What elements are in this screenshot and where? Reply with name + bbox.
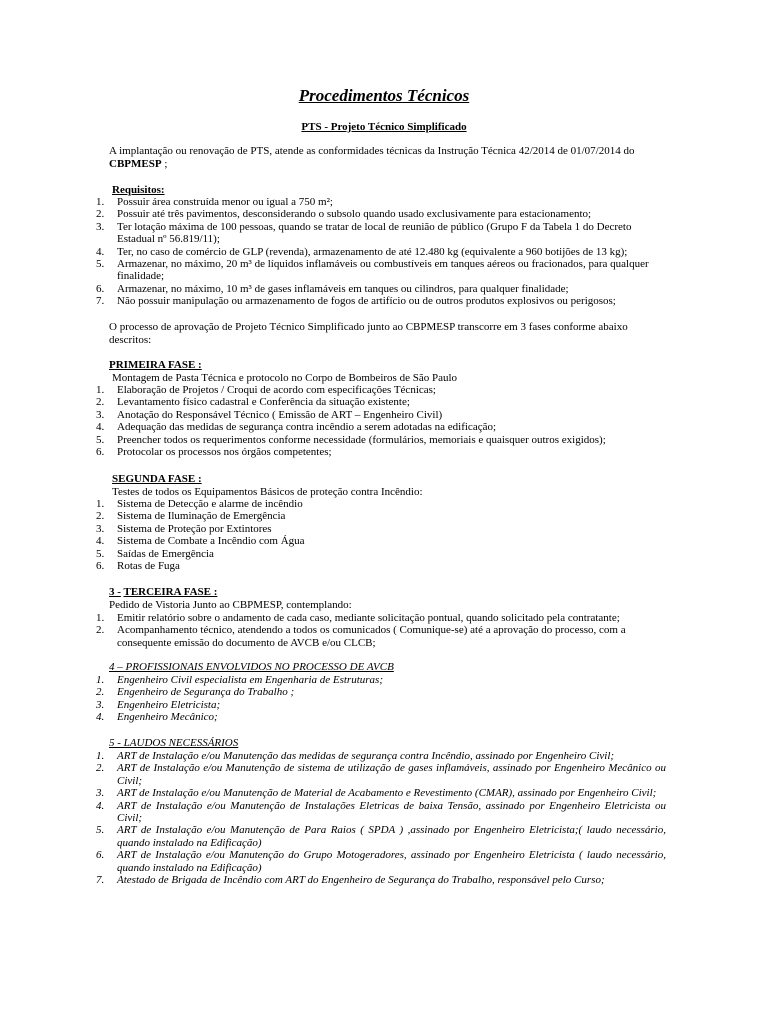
list-item — [96, 824, 666, 849]
list-item-text: Engenheiro Eletricista; — [117, 698, 221, 711]
fase3-section — [96, 612, 666, 649]
laudos-section — [96, 750, 666, 886]
list-item-text: Levantamento físico cadastral e Conferência da situação existente; — [117, 396, 410, 409]
list-item-number: 3. — [96, 522, 105, 535]
list-item — [96, 711, 666, 723]
list-item — [96, 699, 666, 711]
list-item-text: Preencher todos os requerimentos conforme necessidade (formulários, memoriais e quaisquer outros exigidos); — [117, 433, 606, 446]
fase3-intro: Pedido de Vistoria Junto ao CBPMESP, contemplando: — [109, 599, 352, 611]
list-item-text: Acompanhamento técnico, atendendo a todos os comunicados ( Comunique-se) até a aprovação do processo, com a consequente emissão do documento de AVCB e/ou CLCB; — [117, 624, 626, 649]
list-item-number: 4. — [96, 421, 105, 434]
list-item-number: 1. — [96, 196, 105, 208]
list-item-number: 2. — [96, 510, 105, 523]
list-item-text: Elaboração de Projetos / Croqui de acordo com especificações Técnicas; — [117, 384, 436, 396]
list-item-number: 6. — [96, 849, 105, 862]
list-item-text: ART de Instalação e/ou Manutenção do Grupo Motogeradores, assinado por Engenheiro Eletricista ( laudo necessário, quando instalado na Edificação) — [117, 849, 666, 874]
list-item-number: 6. — [96, 446, 105, 459]
list-item-text: Emitir relatório sobre o andamento de cada caso, mediante solicitação pontual, quando solicitado pela contratante; — [117, 612, 620, 624]
fase3-list — [96, 612, 666, 649]
list-item — [96, 874, 666, 886]
list-item-number: 5. — [96, 258, 105, 271]
list-item — [96, 762, 666, 787]
list-item-text: Engenheiro Civil especialista em Engenharia de Estruturas; — [117, 674, 383, 686]
fase2-intro: Testes de todos os Equipamentos Básicos de proteção contra Incêndio: — [112, 486, 423, 498]
list-item-text: Sistema de Iluminação de Emergência — [117, 510, 286, 523]
list-item — [96, 295, 666, 307]
list-item — [96, 548, 666, 560]
list-item-text: Anotação do Responsável Técnico ( Emissão de ART – Engenheiro Civil) — [117, 408, 443, 421]
list-item — [96, 674, 666, 686]
list-item-text: Protocolar os processos nos órgãos competentes; — [117, 446, 332, 459]
fase1-list — [96, 384, 666, 458]
list-item-number: 3. — [96, 787, 105, 800]
list-item-text: Armazenar, no máximo, 20 m³ de líquidos inflamáveis ou combustíveis em tanques aéreos ou fracionados, para qualquer finalidade; — [117, 258, 649, 283]
fase2-list — [96, 498, 666, 572]
list-item — [96, 498, 666, 510]
list-item-text: Saídas de Emergência — [117, 547, 214, 560]
list-item — [96, 750, 666, 762]
processo-paragraph: O processo de aprovação de Projeto Técnico Simplificado junto ao CBPMESP transcorre em 3 fases conforme abaixo descritos: — [109, 321, 628, 346]
list-item-number: 1. — [96, 750, 105, 762]
list-item — [96, 409, 666, 421]
list-item — [96, 434, 666, 446]
requisitos-section — [96, 196, 666, 308]
list-item — [96, 510, 666, 522]
list-item-text: Sistema de Combate a Incêndio com Água — [117, 535, 305, 548]
list-item-text: Sistema de Detecção e alarme de incêndio — [117, 498, 303, 510]
intro-text: A implantação ou renovação de PTS, atende as conformidades técnicas da Instrução Técnica 42/2014 de 01/07/2014 do — [109, 145, 635, 157]
list-item — [96, 246, 666, 258]
list-item-number: 2. — [96, 686, 105, 699]
list-item — [96, 283, 666, 295]
list-item-number: 4. — [96, 799, 105, 812]
list-item-number: 1. — [96, 674, 105, 686]
list-item-number: 1. — [96, 498, 105, 510]
list-item-number: 2. — [96, 624, 105, 637]
intro-bold: CBPMESP — [109, 157, 162, 170]
requisitos-list — [96, 196, 666, 308]
list-item — [96, 258, 666, 283]
list-item-text: Não possuir manipulação ou armazenamento de fogos de artifício ou de outros produtos explosivos ou perigosos; — [117, 295, 616, 308]
list-item-text: Engenheiro Mecânico; — [117, 711, 218, 724]
list-item-number: 2. — [96, 762, 105, 775]
fase1-section — [96, 384, 666, 458]
intro-paragraph — [109, 145, 669, 170]
list-item-text: Possuir área construída menor ou igual a 750 m²; — [117, 196, 333, 208]
list-item — [96, 196, 666, 208]
intro-end: ; — [161, 157, 168, 170]
list-item-number: 5. — [96, 824, 105, 837]
list-item-text: ART de Instalação e/ou Manutenção de Para Raios ( SPDA ) ,assinado por Engenheiro Eletricista;( laudo necessário, quando instalado na Edificação) — [117, 824, 666, 849]
list-item — [96, 421, 666, 433]
list-item-number: 3. — [96, 220, 105, 233]
list-item — [96, 612, 666, 624]
list-item-number: 4. — [96, 711, 105, 724]
fase1-intro: Montagem de Pasta Técnica e protocolo no Corpo de Bombeiros de São Paulo — [112, 372, 458, 384]
list-item-number: 1. — [96, 384, 105, 396]
list-item — [96, 849, 666, 874]
profissionais-section — [96, 674, 666, 724]
list-item-text: ART de Instalação e/ou Manutenção de Material de Acabamento e Revestimento (CMAR), assinado por Engenheiro Civil; — [117, 787, 657, 800]
document-subtitle: PTS - Projeto Técnico Simplificado — [301, 121, 467, 133]
list-item-number: 2. — [96, 208, 105, 221]
list-item-number: 6. — [96, 560, 105, 573]
list-item-number: 2. — [96, 396, 105, 409]
list-item-number: 5. — [96, 547, 105, 560]
list-item-text: ART de Instalação e/ou Manutenção de sistema de utilização de gases inflamáveis, assinado por Engenheiro Mecânico ou Civil; — [117, 762, 666, 787]
fase3-heading: TERCEIRA FASE : — [123, 586, 218, 598]
profissionais-list — [96, 674, 666, 724]
list-item — [96, 446, 666, 458]
list-item — [96, 384, 666, 396]
list-item — [96, 535, 666, 547]
list-item-text: Atestado de Brigada de Incêndio com ART do Engenheiro de Segurança do Trabalho, responsável pelo Curso; — [117, 874, 605, 887]
list-item — [96, 396, 666, 408]
list-item-text: Ter, no caso de comércio de GLP (revenda), armazenamento de até 12.480 kg (equivalente a 960 botijões de 13 kg); — [117, 245, 628, 258]
list-item — [96, 624, 666, 649]
list-item-number: 3. — [96, 698, 105, 711]
requisitos-heading: Requisitos: — [112, 184, 165, 196]
list-item-text: ART de Instalação e/ou Manutenção das medidas de segurança contra Incêndio, assinado por Engenheiro Civil; — [117, 750, 615, 762]
list-item — [96, 686, 666, 698]
fase3-heading-row — [109, 586, 217, 598]
list-item — [96, 800, 666, 825]
list-item-number: 4. — [96, 245, 105, 258]
list-item-text: Sistema de Proteção por Extintores — [117, 522, 272, 535]
list-item-text: Engenheiro de Segurança do Trabalho ; — [117, 686, 295, 699]
list-item-text: Rotas de Fuga — [117, 560, 180, 573]
document-title: Procedimentos Técnicos — [298, 86, 470, 105]
list-item-text: Possuir até três pavimentos, desconsiderando o subsolo quando usado exclusivamente para estacionamento; — [117, 208, 592, 221]
list-item — [96, 560, 666, 572]
list-item-text: Armazenar, no máximo, 10 m³ de gases inflamáveis em tanques ou cilindros, para qualquer finalidade; — [117, 282, 569, 295]
list-item-number: 7. — [96, 295, 105, 308]
list-item-text: ART de Instalação e/ou Manutenção de Instalações Eletricas de baixa Tensão, assinado por Engenheiro Eletricista ou Civil; — [117, 799, 666, 825]
list-item-number: 1. — [96, 612, 105, 624]
list-item — [96, 221, 666, 246]
list-item — [96, 523, 666, 535]
fase2-heading: SEGUNDA FASE : — [112, 473, 202, 485]
fase1-heading: PRIMEIRA FASE : — [109, 359, 202, 371]
laudos-list — [96, 750, 666, 886]
list-item-number: 7. — [96, 874, 105, 887]
list-item — [96, 208, 666, 220]
profissionais-heading: 4 – PROFISSIONAIS ENVOLVIDOS NO PROCESSO DE AVCB — [109, 661, 394, 673]
laudos-heading: 5 - LAUDOS NECESSÁRIOS — [109, 737, 239, 749]
fase2-section — [96, 498, 666, 572]
list-item-number: 3. — [96, 408, 105, 421]
list-item-text: Adequação das medidas de segurança contra incêndio a serem adotadas na edificação; — [117, 421, 497, 434]
list-item-number: 4. — [96, 535, 105, 548]
list-item-number: 5. — [96, 433, 105, 446]
list-item-text: Ter lotação máxima de 100 pessoas, quando se tratar de local de reunião de público (Grupo F da Tabela 1 do Decreto Estadual nº 56.819/11); — [117, 220, 632, 246]
fase3-prefix: 3 - — [109, 586, 121, 598]
list-item — [96, 787, 666, 799]
list-item-number: 6. — [96, 282, 105, 295]
